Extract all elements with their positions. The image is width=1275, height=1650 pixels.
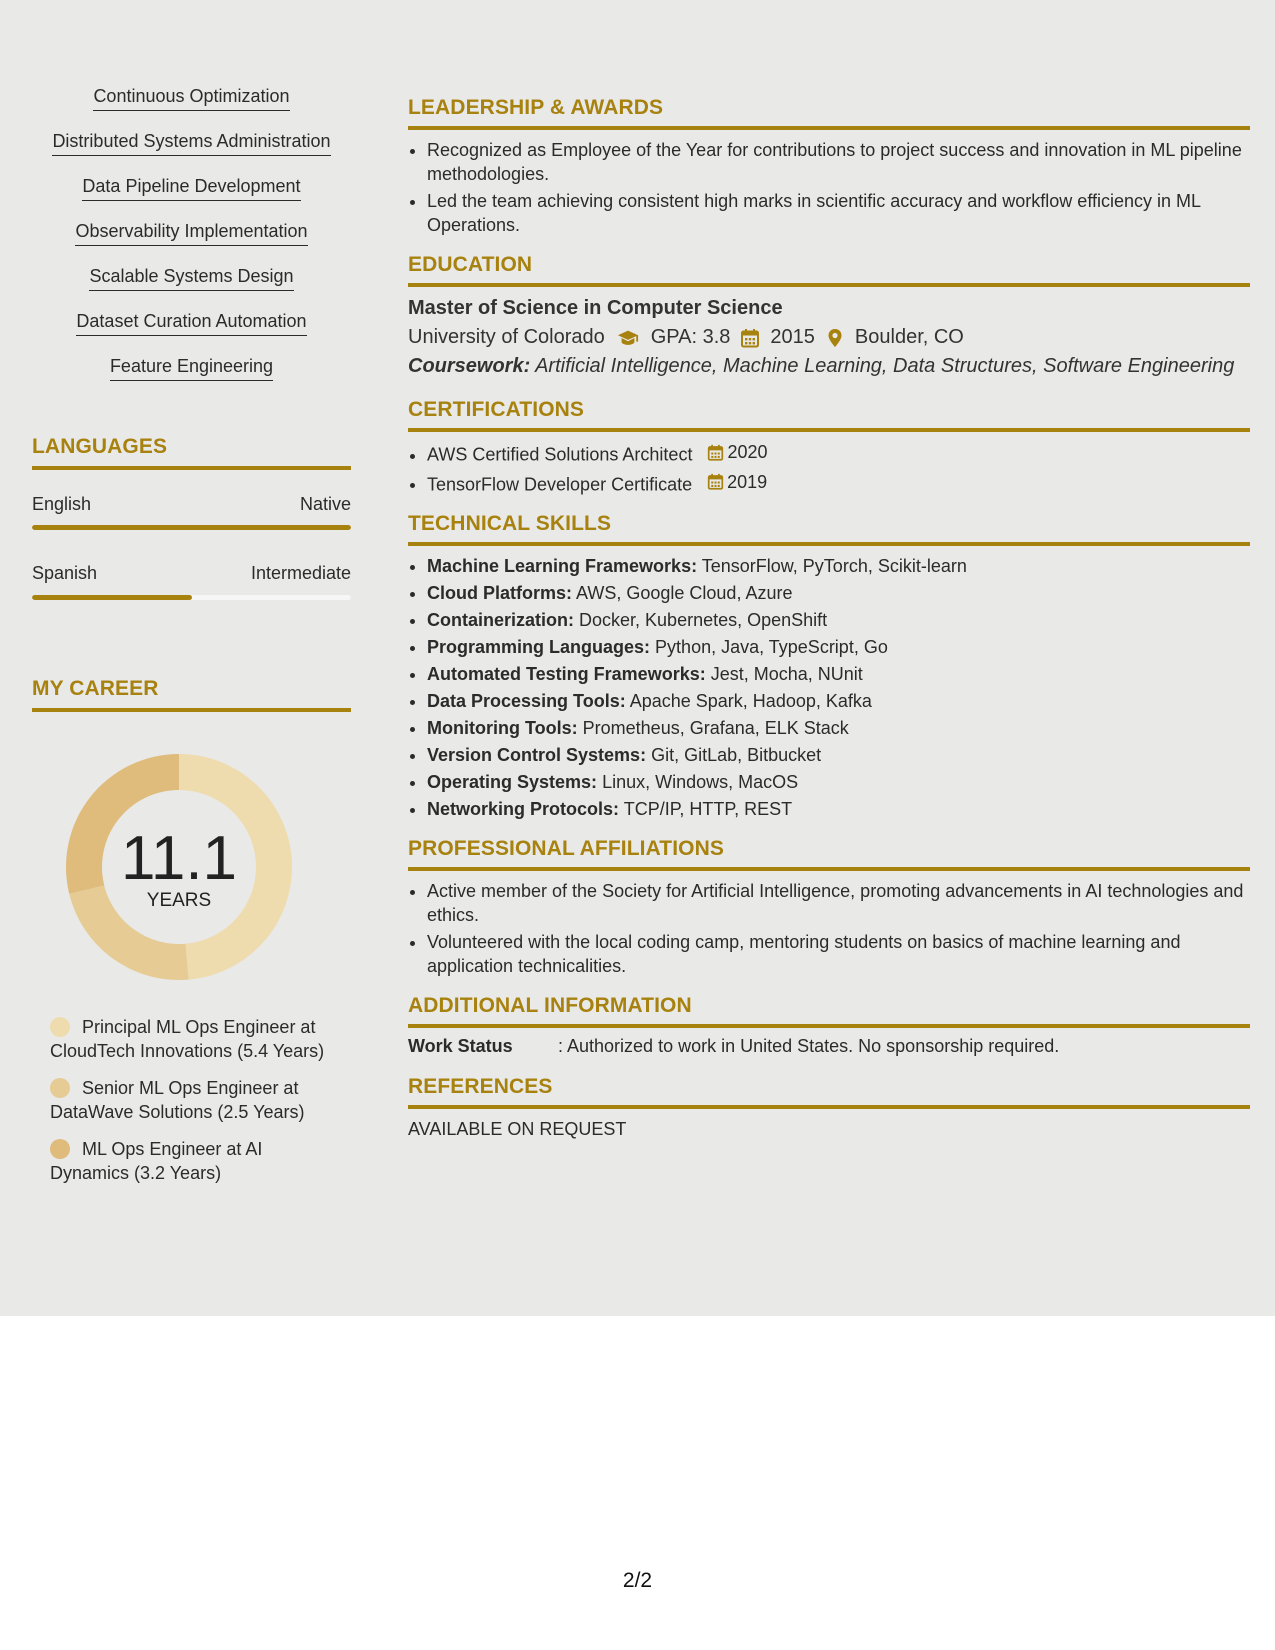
legend-dot <box>50 1078 70 1098</box>
graduation-year: 2015 <box>770 326 815 348</box>
graduation-cap-icon <box>615 327 641 349</box>
certifications-list <box>408 440 1250 496</box>
skill-entry <box>427 662 1250 686</box>
skill-category: Networking Protocols: <box>427 799 620 819</box>
skill-category: Programming Languages: <box>427 637 651 657</box>
list-item: • Volunteered with the local coding camp, mentoring students on basics of machine learning and application technicalities. <box>427 930 1250 978</box>
school-location: Boulder, CO <box>854 326 964 348</box>
references-text: AVAILABLE ON REQUEST <box>408 1119 627 1139</box>
leadership-list <box>408 138 1250 237</box>
skill-category: Version Control Systems: <box>427 745 647 765</box>
section-divider <box>408 126 1250 130</box>
affiliations-section <box>408 837 1250 978</box>
skill-label: Scalable Systems Design <box>89 266 293 291</box>
career-section-header <box>32 677 351 712</box>
skill-category: Machine Learning Frameworks: <box>427 556 698 576</box>
career-total-unit: YEARS <box>146 890 212 911</box>
skill-values: Linux, Windows, MacOS <box>602 772 799 792</box>
section-divider <box>408 428 1250 432</box>
skill-values: AWS, Google Cloud, Azure <box>576 583 793 603</box>
skill-item <box>32 356 351 401</box>
affiliations-list <box>408 879 1250 978</box>
skill-item <box>32 311 351 356</box>
education-section <box>408 253 1250 378</box>
skill-entry <box>427 689 1250 713</box>
language-level: Intermediate <box>250 563 351 583</box>
section-divider <box>408 542 1250 546</box>
skill-entry <box>427 635 1250 659</box>
skill-label: Continuous Optimization <box>93 86 289 111</box>
education-heading: EDUCATION <box>408 253 533 276</box>
school-name: University of Colorado <box>408 326 605 348</box>
language-level: Native <box>299 494 351 514</box>
section-divider <box>408 1105 1250 1109</box>
certifications-heading: CERTIFICATIONS <box>408 398 585 421</box>
coursework <box>408 355 1250 378</box>
language-bar-fill <box>32 595 192 600</box>
calendar-icon <box>707 444 724 461</box>
languages-heading: LANGUAGES <box>32 435 168 458</box>
skill-entry <box>427 743 1250 767</box>
certification-item <box>427 440 1250 467</box>
section-divider <box>32 466 351 470</box>
affiliations-heading: PROFESSIONAL AFFILIATIONS <box>408 837 724 860</box>
certification-date <box>707 440 767 464</box>
skill-label: Observability Implementation <box>75 221 307 246</box>
language-bar-spanish <box>32 595 351 600</box>
section-divider <box>408 283 1250 287</box>
skill-values: Docker, Kubernetes, OpenShift <box>579 610 828 630</box>
career-legend-item <box>50 1076 340 1124</box>
language-row-spanish <box>32 563 351 584</box>
section-divider <box>408 867 1250 871</box>
language-name: English <box>32 494 92 514</box>
skill-label: Data Pipeline Development <box>82 176 300 201</box>
technical-skills-list <box>408 554 1250 821</box>
certification-year: 2020 <box>727 442 768 462</box>
skill-entry <box>427 554 1250 578</box>
degree-title: Master of Science in Computer Science <box>408 297 783 319</box>
list-item: • Recognized as Employee of the Year for contributions to project success and innovation in ML pipeline methodologies. <box>427 138 1250 186</box>
skill-item <box>32 131 351 176</box>
certification-date <box>707 470 767 494</box>
skill-category: Cloud Platforms: <box>427 583 573 603</box>
list-item: • Active member of the Society for Artificial Intelligence, promoting advancements in AI technologies and ethics. <box>427 879 1250 927</box>
language-bar-fill <box>32 525 351 530</box>
education-meta <box>408 326 1250 349</box>
skill-label: Feature Engineering <box>110 356 273 381</box>
technical-skills-heading: TECHNICAL SKILLS <box>408 512 612 535</box>
coursework-value: Artificial Intelligence, Machine Learning, Data Structures, Software Engineering <box>535 355 1235 377</box>
skill-item <box>32 86 351 131</box>
certification-year: 2019 <box>727 471 768 492</box>
coursework-label: Coursework: <box>408 355 531 377</box>
skill-values: Python, Java, TypeScript, Go <box>655 637 888 657</box>
list-item: • Led the team achieving consistent high marks in scientific accuracy and workflow efficiency in ML Operations. <box>427 189 1250 237</box>
skill-category: Data Processing Tools: <box>427 691 626 711</box>
calendar-icon <box>707 473 724 490</box>
calendar-icon <box>740 328 760 348</box>
section-divider <box>32 708 351 712</box>
skill-entry <box>427 797 1250 821</box>
skills-list <box>32 86 351 401</box>
skill-item <box>32 221 351 266</box>
skill-category: Monitoring Tools: <box>427 718 578 738</box>
main-column <box>408 96 1250 1140</box>
work-status-row <box>408 1036 1250 1057</box>
leadership-section <box>408 96 1250 237</box>
career-legend-item <box>50 1015 340 1063</box>
certification-name: AWS Certified Solutions Architect <box>427 444 693 465</box>
skill-values: Jest, Mocha, NUnit <box>710 664 863 684</box>
skill-item <box>32 266 351 311</box>
skill-values: TensorFlow, PyTorch, Scikit-learn <box>701 556 967 576</box>
references-heading: REFERENCES <box>408 1075 553 1098</box>
skill-entry <box>427 581 1250 605</box>
skill-category: Automated Testing Frameworks: <box>427 664 706 684</box>
skill-entry <box>427 608 1250 632</box>
skill-category: Containerization: <box>427 610 574 630</box>
legend-label: Senior ML Ops Engineer at DataWave Solutions (2.5 Years) <box>50 1078 305 1122</box>
page-number: 2/2 <box>622 1569 653 1592</box>
work-status-value: : Authorized to work in United States. No sponsorship required. <box>558 1036 1060 1056</box>
skill-item <box>32 176 351 221</box>
section-divider <box>408 1024 1250 1028</box>
language-name: Spanish <box>32 563 98 583</box>
gpa: GPA: 3.8 <box>650 326 731 348</box>
certifications-section <box>408 398 1250 496</box>
language-row-english <box>32 494 351 515</box>
skill-values: Prometheus, Grafana, ELK Stack <box>582 718 849 738</box>
career-heading: MY CAREER <box>32 677 159 700</box>
career-total-years: 11.1 <box>120 824 238 893</box>
skill-values: Git, GitLab, Bitbucket <box>651 745 822 765</box>
skill-category: Operating Systems: <box>427 772 598 792</box>
career-legend-item <box>50 1137 340 1185</box>
languages-section-header <box>32 435 351 470</box>
leadership-heading: LEADERSHIP & AWARDS <box>408 96 664 119</box>
certification-name: TensorFlow Developer Certificate <box>427 474 693 494</box>
career-legend <box>50 1015 340 1198</box>
legend-label: Principal ML Ops Engineer at CloudTech Innovations (5.4 Years) <box>50 1017 325 1061</box>
language-bar-english <box>32 525 351 530</box>
legend-dot <box>50 1017 70 1037</box>
location-pin-icon <box>825 328 845 348</box>
legend-dot <box>50 1139 70 1159</box>
work-status-label: Work Status <box>408 1036 513 1056</box>
legend-label: ML Ops Engineer at AI Dynamics (3.2 Years) <box>50 1139 263 1183</box>
technical-skills-section <box>408 512 1250 821</box>
skill-values: TCP/IP, HTTP, REST <box>623 799 793 819</box>
certification-item <box>427 470 1250 497</box>
skill-label: Distributed Systems Administration <box>52 131 330 156</box>
skill-entry <box>427 770 1250 794</box>
skill-label: Dataset Curation Automation <box>76 311 306 336</box>
additional-info-heading: ADDITIONAL INFORMATION <box>408 994 692 1017</box>
additional-info-section <box>408 994 1250 1057</box>
references-section <box>408 1075 1250 1140</box>
skill-entry <box>427 716 1250 740</box>
skill-values: Apache Spark, Hadoop, Kafka <box>629 691 872 711</box>
